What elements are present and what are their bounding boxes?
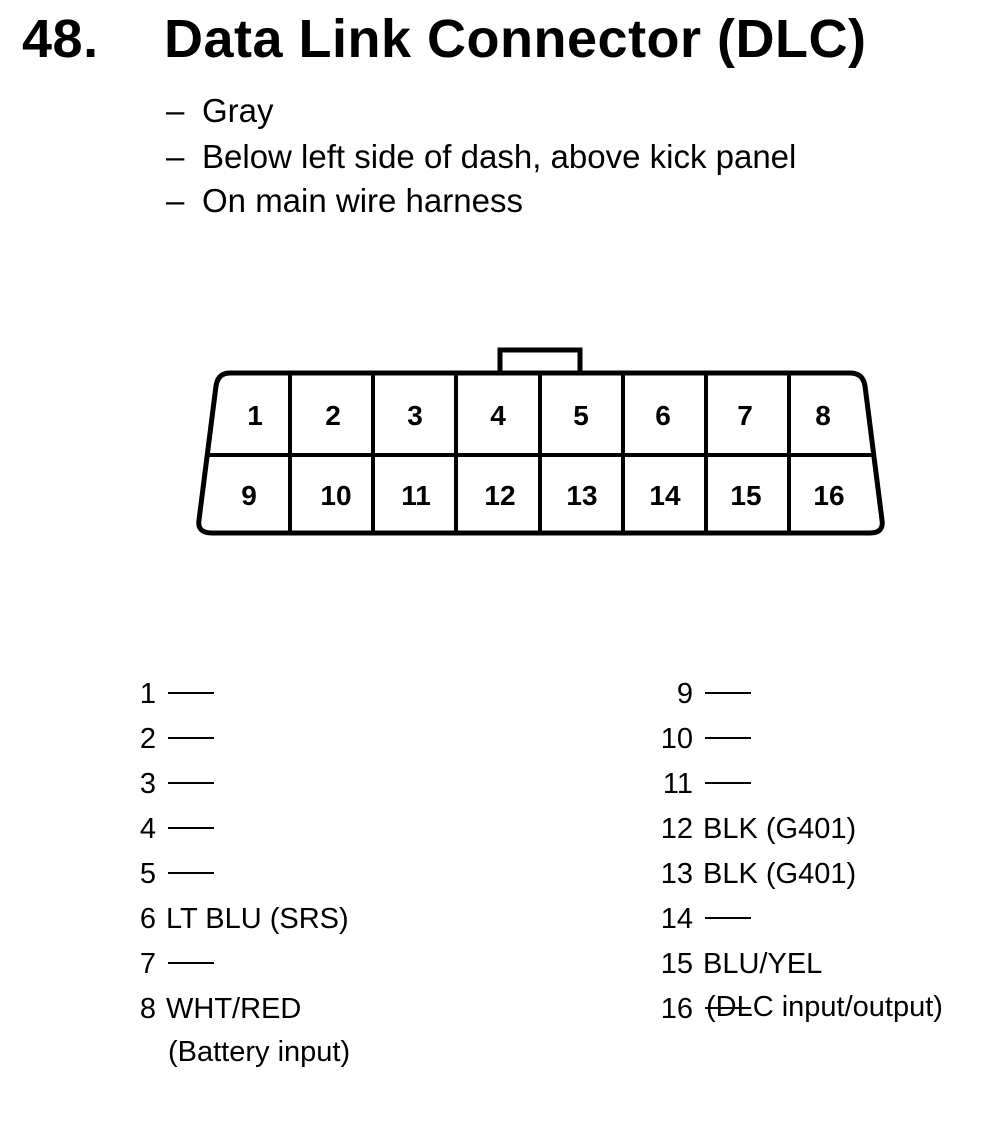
connector-pin-number: 8	[815, 400, 831, 431]
wire-color: LT BLU (SRS)	[166, 903, 349, 935]
wire-color: BLU/YEL	[703, 948, 823, 980]
wire-color: BLK (G401)	[703, 813, 857, 845]
connector-pin-number: 13	[566, 480, 598, 511]
connector-pin-number: 2	[325, 400, 341, 431]
note-text: On main wire harness	[202, 182, 523, 219]
unused-pin-dash	[168, 962, 214, 964]
pin-number: 10	[660, 723, 693, 755]
pinout-row	[633, 905, 751, 934]
pin-note: (DLC input/output)	[706, 991, 943, 1023]
unused-pin-dash	[168, 827, 214, 829]
pin-number: 8	[139, 993, 156, 1025]
pin-note: (Battery input)	[168, 1036, 351, 1068]
pin-number: 3	[139, 768, 156, 800]
pinout-row	[633, 680, 751, 709]
pinout-row	[116, 995, 301, 1024]
pin-number: 15	[660, 948, 693, 980]
pin-number: 11	[662, 768, 693, 800]
pin-number: 14	[660, 903, 693, 935]
pin-number: 13	[660, 858, 693, 890]
connector-pin-number: 14	[649, 480, 681, 511]
section-number: 48.	[22, 9, 99, 69]
wire-color: BLK (G401)	[703, 858, 857, 890]
pinout-row	[116, 815, 214, 844]
pinout-row	[116, 905, 349, 934]
unused-pin-dash	[705, 1007, 751, 1009]
note-text: Below left side of dash, above kick panel	[202, 138, 797, 175]
connector-pin-number: 1	[247, 400, 263, 431]
page-title: Data Link Connector (DLC)	[164, 9, 867, 69]
connector-pin-number: 4	[490, 400, 506, 431]
note-location: – Below left side of dash, above kick panel	[166, 138, 797, 175]
unused-pin-dash	[168, 692, 214, 694]
connector-pin-number: 3	[407, 400, 423, 431]
pinout-row	[633, 725, 751, 754]
pinout-row	[633, 950, 822, 979]
unused-pin-dash	[705, 917, 751, 919]
connector-pin-number: 5	[573, 400, 589, 431]
pin-number: 2	[139, 723, 156, 755]
unused-pin-dash	[705, 692, 751, 694]
note-harness: – On main wire harness	[166, 182, 523, 219]
pin-number: 16	[660, 993, 693, 1025]
unused-pin-dash	[705, 737, 751, 739]
pin-number: 7	[139, 948, 156, 980]
connector-pin-number: 7	[737, 400, 753, 431]
connector-pin-number: 10	[320, 480, 352, 511]
connector-outline	[199, 350, 882, 533]
pinout-row	[633, 860, 856, 889]
connector-pin-number: 12	[484, 480, 516, 511]
pin-number: 9	[676, 678, 693, 710]
unused-pin-dash	[168, 737, 214, 739]
pin-number: 5	[139, 858, 156, 890]
connector-pin-number: 15	[730, 480, 762, 511]
pin-number: 12	[660, 813, 693, 845]
unused-pin-dash	[705, 782, 751, 784]
pinout-row	[633, 770, 751, 799]
wire-color: WHT/RED	[166, 993, 302, 1025]
pinout-row	[116, 680, 214, 709]
pin-number: 4	[139, 813, 156, 845]
unused-pin-dash	[168, 872, 214, 874]
pin-number: 1	[139, 678, 156, 710]
pinout-row	[116, 860, 214, 889]
connector-pin-number: 6	[655, 400, 671, 431]
pinout-row	[116, 725, 214, 754]
connector-pin-number: 11	[401, 480, 431, 511]
unused-pin-dash	[168, 782, 214, 784]
pinout-row	[116, 950, 214, 979]
connector-pin-number: 16	[813, 480, 845, 511]
pinout-row	[633, 815, 856, 844]
pin-number: 6	[139, 903, 156, 935]
note-text: Gray	[202, 92, 274, 129]
connector-pin-number: 9	[241, 480, 257, 511]
pinout-row	[633, 995, 751, 1024]
pinout-row	[116, 770, 214, 799]
note-color: – Gray	[166, 92, 274, 129]
